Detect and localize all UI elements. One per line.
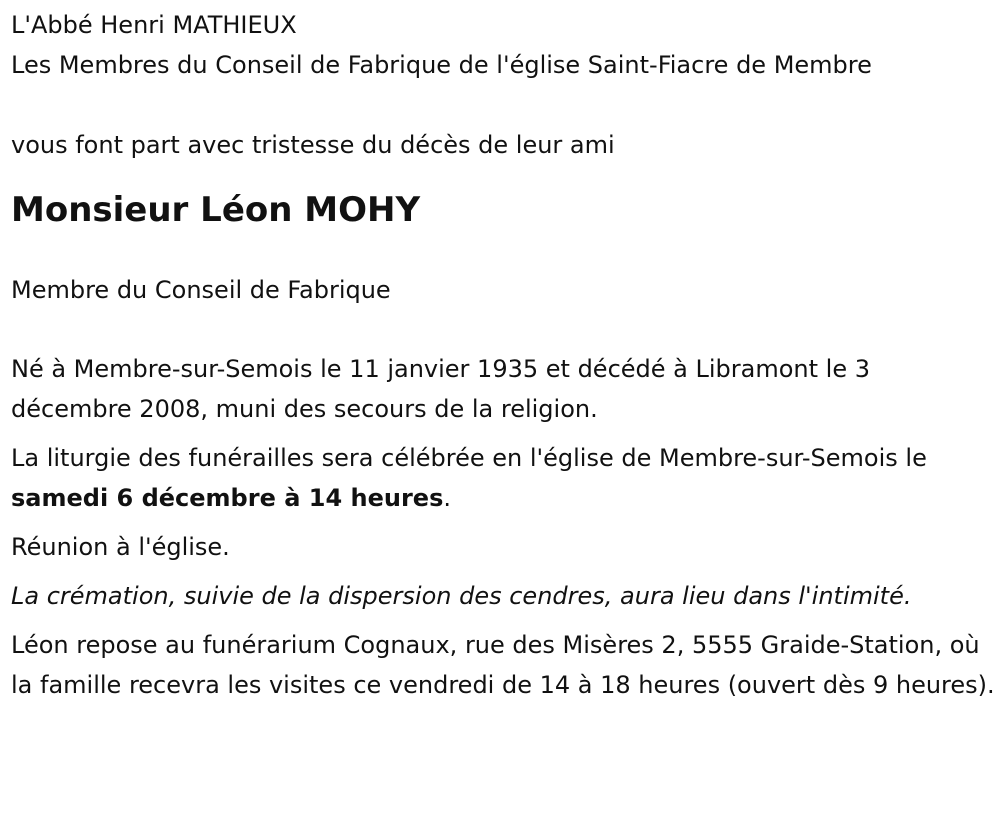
funeral-text-after: . bbox=[443, 484, 451, 512]
funeral-text bbox=[11, 438, 996, 518]
cremation-text: La crémation, suivie de la dispersion des cendres, aura lieu dans l'intimité. bbox=[11, 582, 912, 610]
intro-text: vous font part avec tristesse du décès de leur ami bbox=[11, 131, 615, 159]
visitation-text: Léon repose au funérarium Cognaux, rue des Misères 2, 5555 Graide-Station, où la famille recevra les visites ce vendredi de 14 à 18 heures (ouvert dès 9 heures). bbox=[11, 631, 995, 699]
meeting-text: Réunion à l'église. bbox=[11, 533, 230, 561]
funeral-date-time: samedi 6 décembre à 14 heures bbox=[11, 484, 444, 512]
sender-line: Les Membres du Conseil de Fabrique de l'église Saint-Fiacre de Membre bbox=[11, 51, 872, 79]
funeral-text-before: La liturgie des funérailles sera célébrée en l'église de Membre-sur-Semois le bbox=[11, 444, 927, 472]
sender-line: L'Abbé Henri MATHIEUX bbox=[11, 11, 297, 39]
birth-death-text: Né à Membre-sur-Semois le 11 janvier 1935 et décédé à Libramont le 3 décembre 2008, muni des secours de la religion. bbox=[11, 355, 870, 423]
deceased-name: Monsieur Léon MOHY bbox=[11, 190, 421, 230]
senders-block bbox=[11, 5, 996, 85]
role-text: Membre du Conseil de Fabrique bbox=[11, 276, 391, 304]
death-notice bbox=[11, 5, 996, 714]
